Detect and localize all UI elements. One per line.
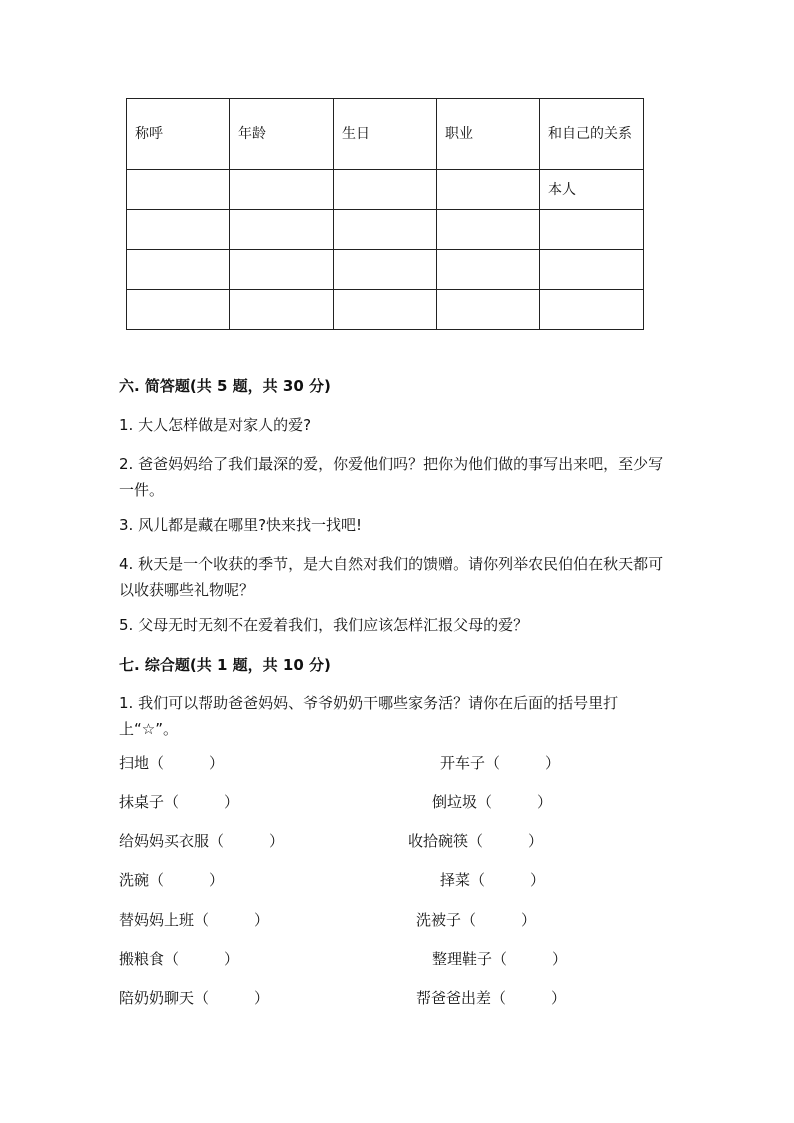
table-cell[interactable] bbox=[437, 250, 540, 290]
question-6-1: 1. 大人怎样做是对家人的爱? bbox=[119, 416, 312, 434]
question-6-4: 4. 秋天是一个收获的季节，是大自然对我们的馈赠。请你列举农民伯伯在秋天都可以收获哪些礼物呢？ bbox=[119, 555, 664, 599]
table-cell[interactable] bbox=[334, 250, 437, 290]
chore-item-sweep[interactable]: 扫地（ ） bbox=[119, 754, 225, 772]
table-cell[interactable] bbox=[334, 290, 437, 330]
question-6-3: 3. 风儿都是藏在哪里?快来找一找吧! bbox=[119, 516, 363, 534]
family-info-table bbox=[126, 98, 644, 330]
header-cell-job: 职业 bbox=[437, 99, 540, 170]
question-6-2: 2. 爸爸妈妈给了我们最深的爱，你爱他们吗？把你为他们做的事写出来吧，至少写一件。 bbox=[119, 455, 664, 499]
header-cell-age: 年龄 bbox=[230, 99, 334, 170]
table-cell[interactable] bbox=[334, 210, 437, 250]
table-cell[interactable] bbox=[540, 250, 644, 290]
chore-item-clear-dishes[interactable]: 收拾碗筷（ ） bbox=[408, 832, 544, 850]
table-cell: 本人 bbox=[540, 170, 644, 210]
chore-item-wash-dishes[interactable]: 洗碗（ ） bbox=[119, 871, 225, 889]
section-7-title: 七. 综合题(共 1 题，共 10 分) bbox=[119, 656, 331, 674]
chore-item-go-to-work[interactable]: 替妈妈上班（ ） bbox=[119, 911, 270, 929]
chore-item-take-trash[interactable]: 倒垃圾（ ） bbox=[432, 793, 553, 811]
table-cell[interactable] bbox=[127, 170, 230, 210]
chore-item-business-trip[interactable]: 帮爸爸出差（ ） bbox=[416, 989, 567, 1007]
table-cell[interactable] bbox=[127, 250, 230, 290]
header-cell-birthday: 生日 bbox=[334, 99, 437, 170]
table-header-row bbox=[127, 99, 644, 170]
chore-item-buy-clothes[interactable]: 给妈妈买衣服（ ） bbox=[119, 832, 285, 850]
chore-item-tidy-shoes[interactable]: 整理鞋子（ ） bbox=[432, 950, 568, 968]
question-7-1: 1. 我们可以帮助爸爸妈妈、爷爷奶奶干哪些家务活？请你在后面的括号里打上“☆”。 bbox=[119, 694, 619, 738]
question-6-5: 5. 父母无时无刻不在爱着我们，我们应该怎样汇报父母的爱？ bbox=[119, 616, 529, 634]
table-cell[interactable] bbox=[230, 170, 334, 210]
table-row bbox=[127, 170, 644, 210]
table-cell[interactable] bbox=[230, 210, 334, 250]
table-row bbox=[127, 210, 644, 250]
chore-item-wipe-table[interactable]: 抹桌子（ ） bbox=[119, 793, 240, 811]
table-cell[interactable] bbox=[437, 170, 540, 210]
table-row bbox=[127, 290, 644, 330]
table-cell[interactable] bbox=[127, 290, 230, 330]
table-cell[interactable] bbox=[437, 210, 540, 250]
table-cell[interactable] bbox=[127, 210, 230, 250]
table-cell[interactable] bbox=[334, 170, 437, 210]
header-cell-relation: 和自己的关系 bbox=[540, 99, 644, 170]
chore-item-pick-vegetables[interactable]: 择菜（ ） bbox=[440, 871, 546, 889]
chore-item-drive[interactable]: 开车子（ ） bbox=[440, 754, 561, 772]
chore-item-wash-quilt[interactable]: 洗被子（ ） bbox=[416, 911, 537, 929]
header-cell-title: 称呼 bbox=[127, 99, 230, 170]
chore-item-carry-grain[interactable]: 搬粮食（ ） bbox=[119, 950, 240, 968]
table-cell[interactable] bbox=[437, 290, 540, 330]
table-cell[interactable] bbox=[230, 290, 334, 330]
table-cell[interactable] bbox=[540, 290, 644, 330]
table-cell[interactable] bbox=[540, 210, 644, 250]
chore-item-chat-grandma[interactable]: 陪奶奶聊天（ ） bbox=[119, 989, 270, 1007]
table-row bbox=[127, 250, 644, 290]
table-cell[interactable] bbox=[230, 250, 334, 290]
section-6-title: 六. 简答题(共 5 题，共 30 分) bbox=[119, 377, 331, 395]
